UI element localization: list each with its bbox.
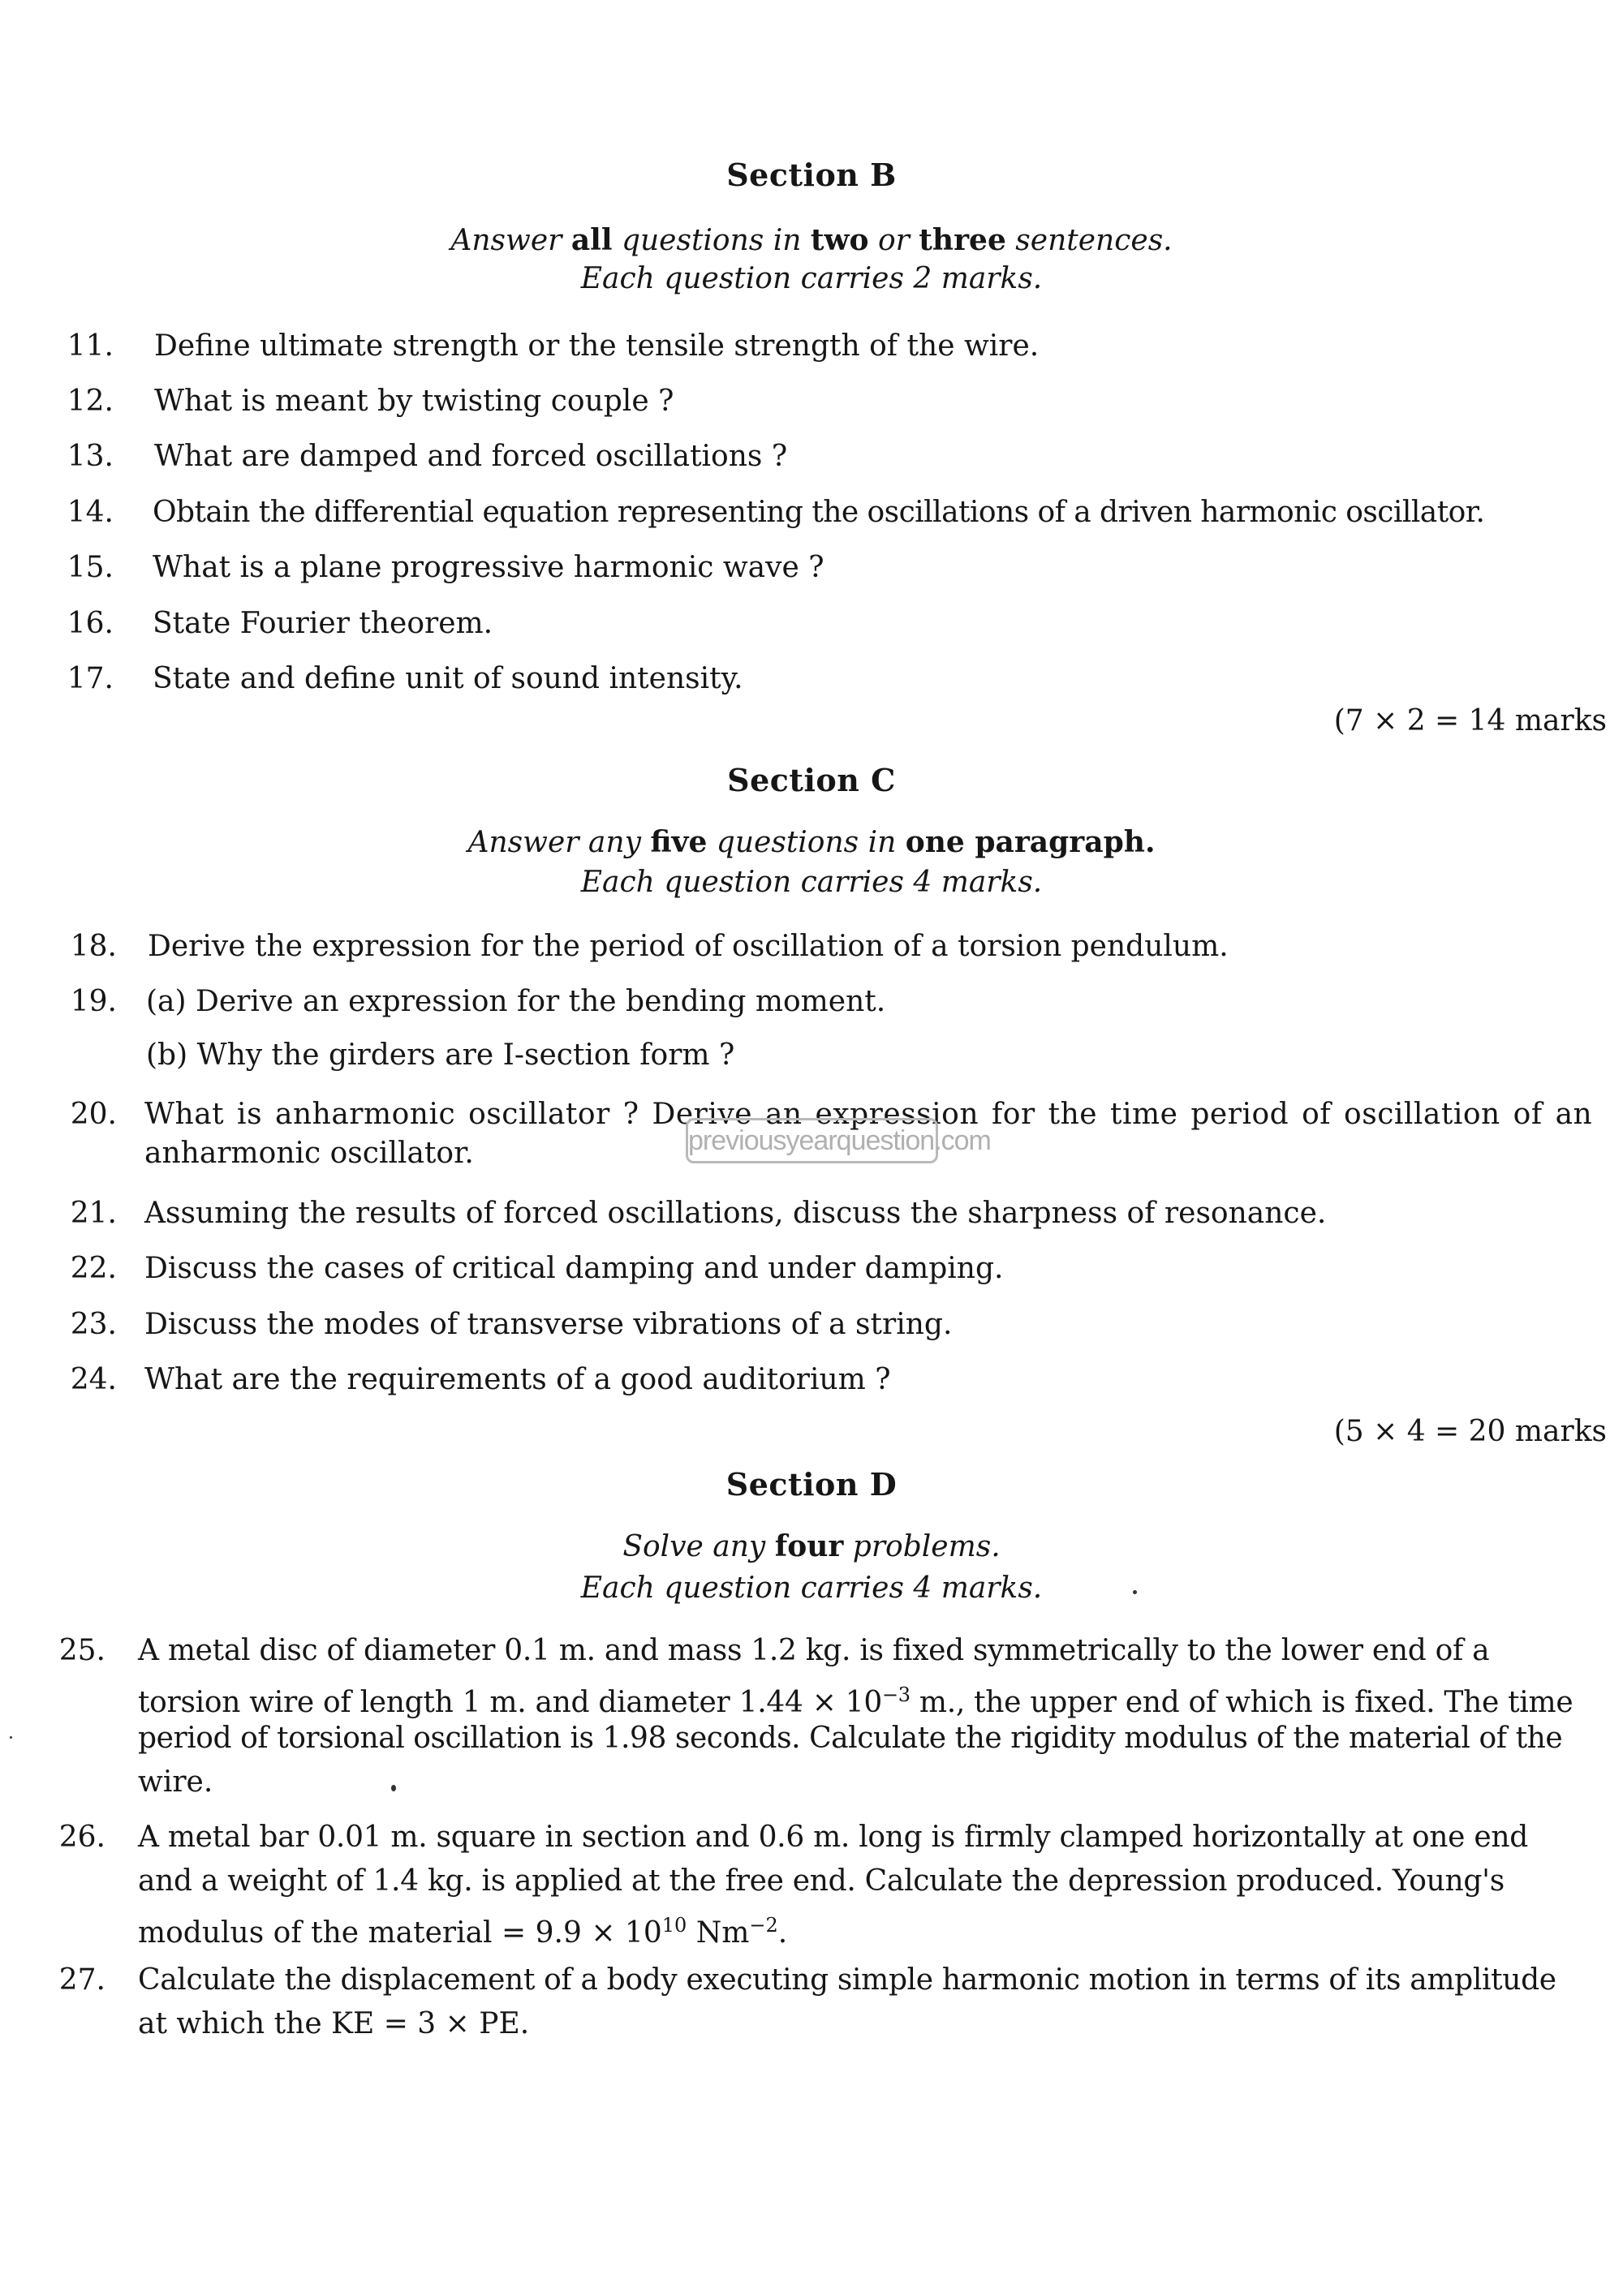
section-c-marks: (5 × 4 = 20 marks xyxy=(1333,1415,1607,1448)
section-b-instruction-1: Answer all questions in two or three sentences. xyxy=(450,223,1173,257)
scan-speck xyxy=(391,1785,396,1791)
section-b-marks: (7 × 2 = 14 marks xyxy=(1333,704,1607,737)
section-d-title: Section D xyxy=(725,1466,898,1503)
exam-page: Section B Answer all questions in two or three sentences. Each question carries 2 marks. 11. Define ultimate strength or the tensile strength of the wire. 12. What is meant by twisting couple ? 13. What are damped and forced oscillations ? 14. Obtain the differential equation representing the oscillations of a driven harmonic oscillator. 15. What is a plane progressive harmonic wave ? 16. State Fourier theorem. 17. State and define unit of sound intensity. (7 × 2 = 14 marks Section C Answer any five questions in one paragraph. Each question carries 4 marks. 18. Derive the expression for the period of oscillation of a torsion pendulum. 19. (a) Derive an expression for the bending moment. (b) Why the girders are I-section form ? 20. What is anharmonic oscillator ? Derive an expression for the time period of oscillation of an anharmonic oscillator. previousyearquestion.com 21. Assuming the results of forced oscillations, discuss the sharpness of resonance. 22. Discuss the cases of critical damping and under damping. 23. Discuss the modes of transverse vibrations of a string. 24. What are the requirements of a good auditorium ? (5 × 4 = 20 marks Section D Solve any four problems. Each question carries 4 marks. 25. A metal disc of diameter 0.1 m. and mass 1.2 kg. is fixed symmetrically to the lower end of a torsion wire of length 1 m. and diameter $1.44 \times 10^{-3}$ m., the upper end of which is fixed. The time period of torsional oscillation is 1.98 seconds. Calculate the rigidity modulus of the material of the wire. 26. A metal bar 0.01 m. square in section and 0.6 m. long is firmly clamped horizontally at one end and a weight of 1.4 kg. is applied at the free end. Calculate the depression produced. Young's modulus of the material = $9.9 \times 10^{10}$ $Nm^{-2}$. 27. Calculate the displacement of a body executing simple harmonic motion in terms of its amplitude at which the KE = 3 × PE. xyxy=(0,0,1623,2296)
scan-speck xyxy=(1133,1590,1137,1594)
watermark: previousyearquestion.com xyxy=(686,1118,938,1163)
section-d-instruction-1: Solve any four problems. xyxy=(622,1529,1001,1563)
section-b-instruction-2: Each question carries 2 marks. xyxy=(580,262,1043,295)
section-b-title: Section B xyxy=(726,157,897,193)
scan-speck xyxy=(10,1736,12,1739)
section-c-instruction-2: Each question carries 4 marks. xyxy=(580,866,1043,899)
section-c-instruction-1: Answer any five questions in one paragraph. xyxy=(467,825,1156,859)
section-c-title: Section C xyxy=(727,762,896,798)
section-d-instruction-2: Each question carries 4 marks. xyxy=(580,1572,1043,1605)
